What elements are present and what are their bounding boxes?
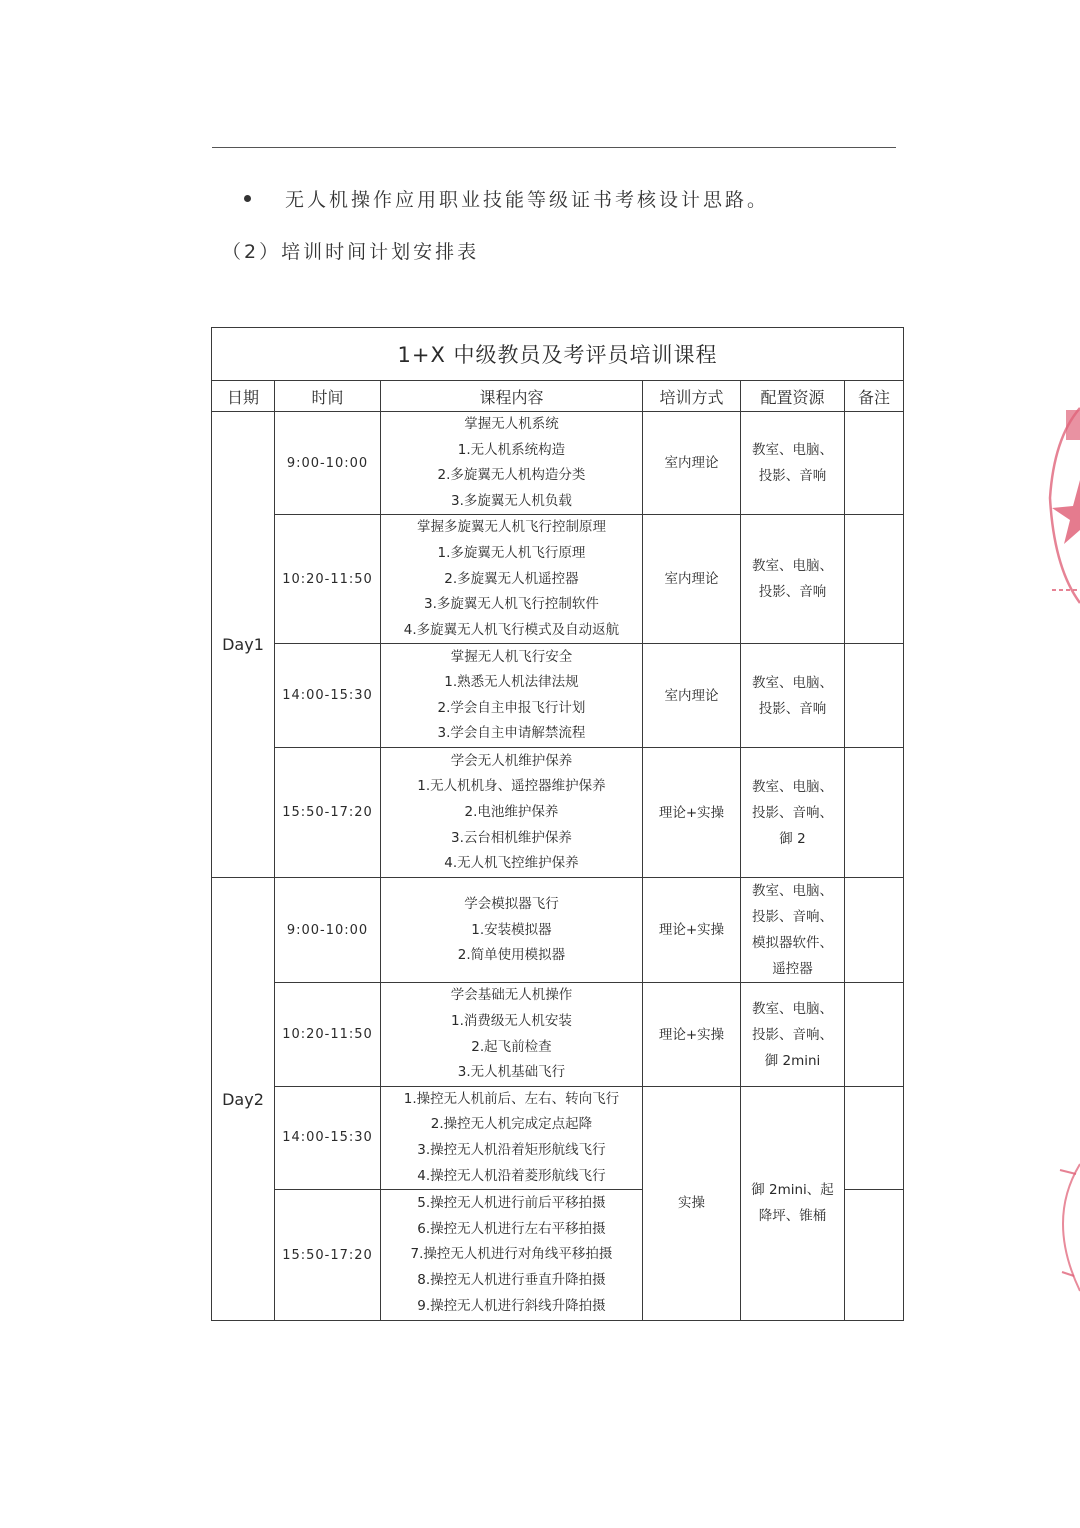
content-line: 7.操控无人机进行对角线平移拍摄 <box>410 1246 613 1263</box>
content-cell <box>381 1190 643 1321</box>
content-line: 3.操控无人机沿着矩形航线飞行 <box>417 1141 606 1158</box>
table-row <box>212 412 904 515</box>
resource-line: 投影、音响、 <box>752 804 833 821</box>
content-line: 6.操控无人机进行左右平移拍摄 <box>417 1220 606 1237</box>
resource-line: 教室、电脑、 <box>752 674 833 691</box>
time-cell: 14:00-15:30 <box>275 1086 381 1189</box>
resource-line: 投影、音响 <box>758 468 827 485</box>
resource-line: 教室、电脑、 <box>752 778 833 795</box>
content-line: 2.多旋翼无人机遥控器 <box>444 570 579 587</box>
content-line: 9.操控无人机进行斜线升降拍摄 <box>417 1297 606 1314</box>
training-schedule-table <box>211 327 904 1321</box>
bullet-text: 无人机操作应用职业技能等级证书考核设计思路。 <box>285 188 770 211</box>
resource-line: 御 2mini <box>764 1052 821 1069</box>
resources-cell <box>741 878 845 983</box>
remarks-cell <box>845 412 904 515</box>
content-line: 8.操控无人机进行垂直升降拍摄 <box>417 1271 606 1288</box>
table-row <box>212 1086 904 1189</box>
time-cell: 10:20-11:50 <box>275 515 381 644</box>
content-line: 学会模拟器飞行 <box>464 895 559 912</box>
resource-line: 投影、音响、 <box>752 1026 833 1043</box>
resources-cell <box>741 412 845 515</box>
content-line: 3.学会自主申请解禁流程 <box>437 725 586 742</box>
remarks-cell <box>845 515 904 644</box>
resource-line: 降坪、锥桶 <box>758 1208 827 1225</box>
seal-fragment-tick <box>1060 1170 1076 1174</box>
time-cell: 10:20-11:50 <box>275 983 381 1086</box>
content-line: 3.无人机基础飞行 <box>457 1064 566 1081</box>
method-cell: 室内理论 <box>643 644 741 748</box>
resource-line: 投影、音响、 <box>752 909 833 926</box>
remarks-cell <box>845 878 904 983</box>
content-line: 4.无人机飞控维护保养 <box>444 855 579 872</box>
table-row <box>212 644 904 748</box>
content-line: 2.操控无人机完成定点起降 <box>430 1116 593 1133</box>
header-time: 时间 <box>275 381 381 412</box>
table-row <box>212 515 904 644</box>
content-line: 掌握多旋翼无人机飞行控制原理 <box>417 519 606 536</box>
method-cell: 室内理论 <box>643 412 741 515</box>
seal-fragment-arc <box>1063 1164 1080 1291</box>
resource-line: 投影、音响 <box>758 700 827 717</box>
content-line: 1.熟悉无人机法律法规 <box>444 674 579 691</box>
resources-cell <box>741 515 845 644</box>
content-line: 学会无人机维护保养 <box>450 752 573 769</box>
content-line: 2.起飞前检查 <box>471 1038 552 1055</box>
time-cell: 9:00-10:00 <box>275 878 381 983</box>
content-line: 1.多旋翼无人机飞行原理 <box>437 544 586 561</box>
content-line: 2.简单使用模拟器 <box>457 947 566 964</box>
official-seal-graphic <box>1046 398 1080 613</box>
content-cell <box>381 878 643 983</box>
content-cell <box>381 644 643 748</box>
method-cell: 理论+实操 <box>643 878 741 983</box>
content-line: 3.云台相机维护保养 <box>451 829 572 846</box>
resource-line: 教室、电脑、 <box>752 442 833 459</box>
day-cell: Day2 <box>212 878 275 1321</box>
content-cell <box>381 412 643 515</box>
resources-cell <box>741 748 845 878</box>
content-line: 3.多旋翼无人机飞行控制软件 <box>424 596 599 613</box>
resource-line: 遥控器 <box>772 961 813 978</box>
content-line: 1.无人机系统构造 <box>457 441 566 458</box>
table-row <box>212 748 904 878</box>
time-cell: 9:00-10:00 <box>275 412 381 515</box>
remarks-cell <box>845 1086 904 1189</box>
resource-line: 御 2 <box>779 830 806 847</box>
time-cell: 14:00-15:30 <box>275 644 381 748</box>
resource-line: 教室、电脑、 <box>752 883 833 900</box>
resource-line: 教室、电脑、 <box>752 558 833 575</box>
content-line: 掌握无人机系统 <box>464 416 559 432</box>
content-cell <box>381 515 643 644</box>
content-line: 3.多旋翼无人机负载 <box>451 492 572 509</box>
content-line: 4.多旋翼无人机飞行模式及自动返航 <box>403 621 620 638</box>
day-cell: Day1 <box>212 412 275 878</box>
method-cell: 室内理论 <box>643 515 741 644</box>
content-cell <box>381 983 643 1086</box>
resources-cell <box>741 983 845 1086</box>
seal-fragment-graphic <box>1040 1160 1080 1295</box>
content-cell <box>381 1086 643 1189</box>
resource-line: 教室、电脑、 <box>752 1000 833 1017</box>
content-line: 1.操控无人机前后、左右、转向飞行 <box>403 1090 620 1107</box>
header-rule <box>212 147 896 148</box>
table-row <box>212 983 904 1086</box>
resources-cell <box>741 1086 845 1320</box>
header-remarks: 备注 <box>845 381 904 412</box>
content-line: 2.电池维护保养 <box>464 804 559 821</box>
content-line: 2.多旋翼无人机构造分类 <box>437 467 586 484</box>
remarks-cell <box>845 983 904 1086</box>
table-title: 1+X 中级教员及考评员培训课程 <box>212 328 904 381</box>
resource-line: 御 2mini、起 <box>751 1182 834 1199</box>
header-date: 日期 <box>212 381 275 412</box>
time-cell: 15:50-17:20 <box>275 748 381 878</box>
resource-line: 模拟器软件、 <box>752 935 833 952</box>
method-cell: 实操 <box>643 1086 741 1320</box>
content-line: 5.操控无人机进行前后平移拍摄 <box>417 1195 606 1212</box>
remarks-cell <box>845 748 904 878</box>
method-cell: 理论+实操 <box>643 983 741 1086</box>
bullet-paragraph <box>244 182 769 214</box>
time-cell: 15:50-17:20 <box>275 1190 381 1321</box>
resource-line: 投影、音响 <box>758 584 827 601</box>
content-line: 1.无人机机身、遥控器维护保养 <box>417 778 606 795</box>
header-resources: 配置资源 <box>741 381 845 412</box>
remarks-cell <box>845 1190 904 1321</box>
content-line: 4.操控无人机沿着菱形航线飞行 <box>417 1167 606 1184</box>
content-line: 1.安装模拟器 <box>471 921 552 938</box>
content-line: 2.学会自主申报飞行计划 <box>437 699 586 716</box>
section-title: （2）培训时间计划安排表 <box>222 240 480 263</box>
table-row <box>212 878 904 983</box>
content-line: 学会基础无人机操作 <box>450 987 573 1004</box>
bullet-icon <box>244 195 251 202</box>
table-header-row <box>212 381 904 412</box>
content-line: 掌握无人机飞行安全 <box>450 648 573 665</box>
header-content: 课程内容 <box>381 381 643 412</box>
header-method: 培训方式 <box>643 381 741 412</box>
remarks-cell <box>845 644 904 748</box>
method-cell: 理论+实操 <box>643 748 741 878</box>
seal-char-block <box>1066 410 1080 440</box>
resources-cell <box>741 644 845 748</box>
seal-star-icon <box>1052 480 1080 544</box>
content-cell <box>381 748 643 878</box>
content-line: 1.消费级无人机安装 <box>451 1012 572 1029</box>
